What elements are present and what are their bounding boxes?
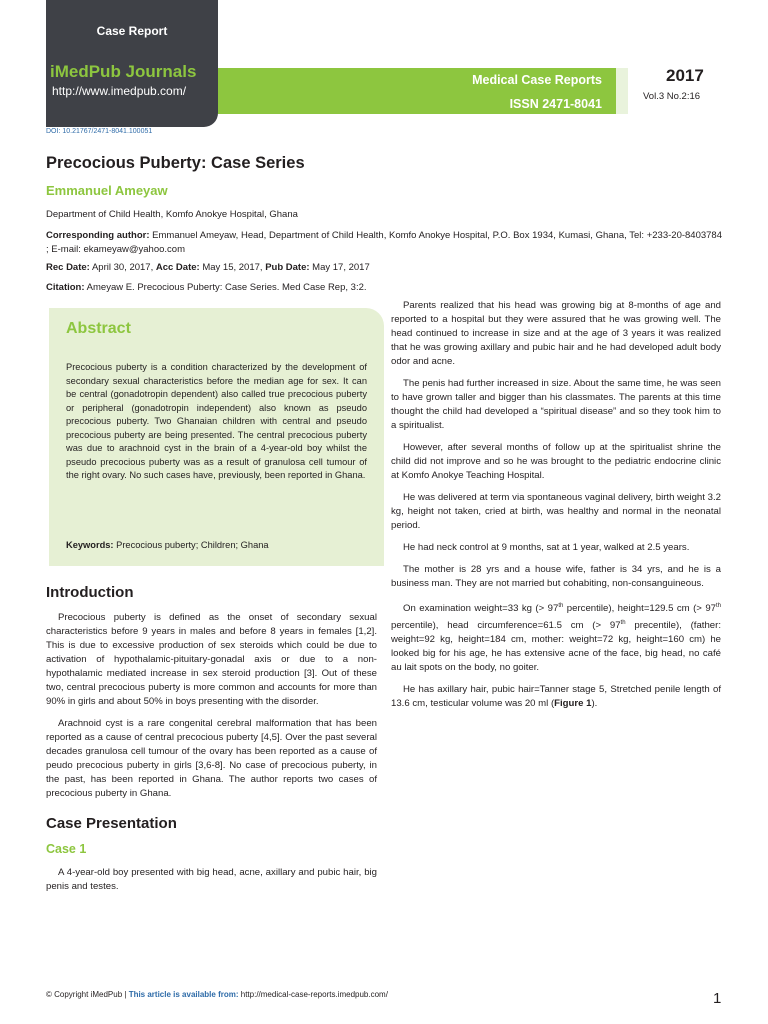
page-number: 1 [713,990,722,1007]
keywords-text: Precocious puberty; Children; Ghana [116,540,269,550]
exam-text-a: On examination weight=33 kg (> 97 [403,603,559,615]
corresponding-label: Corresponding author: [46,230,150,241]
case1-paragraph-6: He had neck control at 9 months, sat at 1 year, walked at 2.5 years. [403,542,690,553]
journal-bar-end [616,68,628,114]
figure-1-link[interactable]: Figure 1 [554,698,592,710]
case1-paragraph-2: Parents realized that his head was growing big at 8-months of age and reported to a hospital but they were assured that he was growing well. The head continued to increase in size and at the age of 3 years it was realized that he was growing axillary and pubic hair and he had developed adult body odor and acne. [391,300,721,367]
citation-text: Ameyaw E. Precocious Puberty: Case Series. Med Case Rep, 3:2. [86,282,367,293]
abstract-text: Precocious puberty is a condition characterized by the development of secondary sexual characteristics before the median age for sex. It can be central (gonadotropin dependent) also called true precocious puberty or peripheral (gonadotropin independent) also known as pseudo precocious puberty. Two Ghanaian children with central and pseudo precocious puberty are being presented. The central precocious puberty was due to arachnoid cyst in the brain of a 4-year-old boy whilst the pseudo precocious puberty was as a result of granulosa cell tumour of the right ovary. No such cases have, previously, been reported in Ghana. [66,362,367,480]
copyright: © Copyright iMedPub | [46,990,127,999]
footer-url[interactable]: http://medical-case-reports.imedpub.com/ [240,990,388,999]
exam-hair-text: He has axillary hair, pubic hair=Tanner stage 5, Stretched penile length of 13.6 cm, testicular volume was 20 ml ( [391,684,721,710]
intro-paragraph-2: Arachnoid cyst is a rare congenital cerebral malformation that has been reported as a cause of central precocious puberty [4,5]. Over the past several decades granulosa cell tumour of the ovary has been reported as a cause of peudo precocious puberty in girls [3,6-8]. No case of precocious puberty, in the past, has been reported in Ghana. The author reports two cases of precocious puberty in Ghana. [46,718,377,799]
superscript-th: th [620,620,626,627]
case-presentation-heading: Case Presentation [46,815,177,832]
case1-paragraph-9 [391,683,721,711]
pub-date: May 17, 2017 [312,262,370,273]
exam-hair-end: ). [591,698,598,710]
acc-date-label: Acc Date: [155,262,200,273]
abstract-box [49,308,384,566]
intro-paragraph-1: Precocious puberty is defined as the onset of secondary sexual characteristics before 9 years in males and before 8 years in females [1,2]. This is due to excessive production of sex steroids which could be due to activation of hypothalamic-pituitary-gonadal axis or due to a non-hypothalamic mediated increase in sex steroid production [3]. Out of these two, central precocious puberty is more common and accounts for more than 90% in girls and about 50% in boys presenting with the disorder. [46,612,377,707]
journal-name: Medical Case Reports [472,73,602,87]
superscript-th: th [716,603,722,609]
pub-date-label: Pub Date: [265,262,310,273]
case1-heading: Case 1 [46,842,87,856]
keywords-label: Keywords: [66,540,114,550]
publisher-url[interactable]: http://www.imedpub.com/ [52,84,187,98]
acc-date: May 15, 2017, [202,262,263,273]
journal-volume: Vol.3 No.2:16 [643,91,701,102]
case-report-label: Case Report [96,24,168,38]
case1-paragraph-1: A 4-year-old boy presented with big head, acne, axillary and pubic hair, big penis and testes. [46,867,377,892]
journal-year: 2017 [666,66,704,85]
article-title: Precocious Puberty: Case Series [46,154,305,172]
right-column [391,299,721,719]
citation [46,281,722,295]
citation-label: Citation: [46,282,85,293]
case1-paragraph-7: The mother is 28 yrs and a house wife, father is 34 yrs, and he is a business man. They are not married but cohabiting, non-consanguineous. [391,564,721,589]
journal-issn: ISSN 2471-8041 [509,97,602,111]
doi-link[interactable]: DOI: 10.21767/2471-8041.100051 [46,128,153,135]
corresponding-author [46,229,722,257]
case1-paragraph-8 [391,599,721,675]
abstract-heading: Abstract [66,320,131,337]
publisher-brand-box [46,0,218,127]
rec-date: April 30, 2017, [91,262,154,273]
footer [46,990,388,999]
left-column [46,584,377,902]
article-author: Emmanuel Ameyaw [46,183,168,198]
keywords [66,540,367,550]
available-label: This article is available from: [128,990,239,999]
exam-text-d: precentile), (father: weight=92 kg, height=184 cm, mother: weight=72 kg, height=160 cm) he looked big for his age, he has extensive acne of the face, big head, no café au lait spots on the body, no goiter. [391,620,721,674]
publisher-name: iMedPub Journals [50,62,197,81]
journal-bar [218,68,616,114]
corresponding-text: Emmanuel Ameyaw, Head, Department of Child Health, Komfo Anokye Hospital, P.O. Box 1934, Kumasi, Ghana, Tel: +233-20-8403784 ; E-mail: ekameyaw@yahoo.com [46,230,722,255]
exam-text-c: percentile), head circumference=61.5 cm (> 97 [391,620,621,632]
affiliation: Department of Child Health, Komfo Anokye Hospital, Ghana [46,209,298,220]
case1-paragraph-5: He was delivered at term via spontaneous vaginal delivery, birth weight 3.2 kg, height not taken, cried at birth, was healthy and normal in the neonatal period. [391,492,721,531]
article-dates [46,261,722,275]
exam-text-b: percentile), height=129.5 cm (> 97 [563,603,716,615]
rec-date-label: Rec Date: [46,262,90,273]
case1-paragraph-3: The penis had further increased in size. About the same time, he was seen to have grown taller and bigger than his classmates. The parents at this time thought the child had developed a “spiritual disease” and so they took him to a spiritualist. [391,378,721,431]
introduction-heading: Introduction [46,584,134,601]
superscript-th: th [558,603,564,609]
case1-paragraph-4: However, after several months of follow up at the spiritualist shrine the child did not improve and so he was brought to the pediatric endocrine clinic at Komfo Anokye Teaching Hospital. [391,442,721,481]
